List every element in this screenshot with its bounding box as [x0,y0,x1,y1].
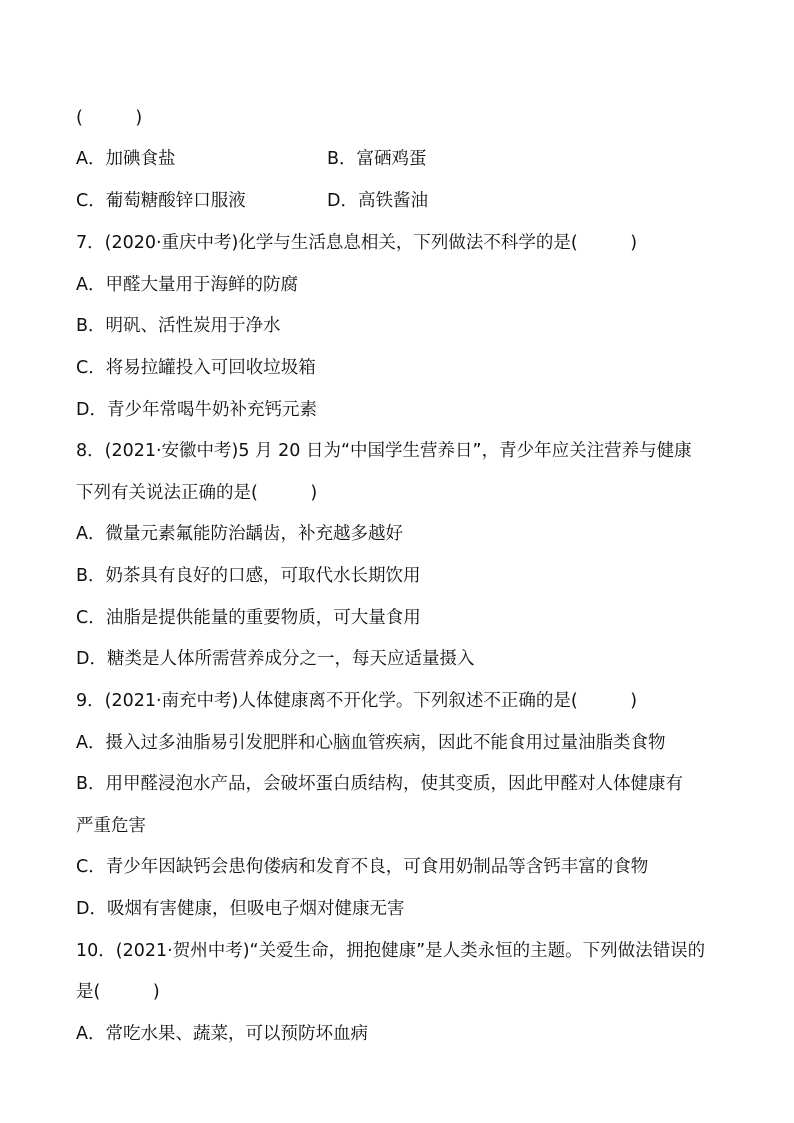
answer-blank: ( ) [76,108,143,128]
q7-option-b: B．明矾、活性炭用于净水 [76,316,281,336]
q8-option-b: B．奶茶具有良好的口感，可取代水长期饮用 [76,566,421,586]
question-9: 9．(2021·南充中考)人体健康离不开化学。下列叙述不正确的是( ) [76,691,638,711]
q8-option-a: A．微量元素氟能防治龋齿，补充越多越好 [76,524,403,544]
q9-option-c: C．青少年因缺钙会患佝偻病和发育不良，可食用奶制品等含钙丰富的食物 [76,857,649,877]
q7-option-a: A．甲醛大量用于海鲜的防腐 [76,275,298,295]
q7-option-d: D．青少年常喝牛奶补充钙元素 [76,400,317,420]
question-8-continued: 下列有关说法正确的是( ) [76,483,318,503]
q10-option-a: A．常吃水果、蔬菜，可以预防坏血病 [76,1024,368,1044]
option-a: A．加碘食盐 [76,149,176,169]
q9-option-a: A．摄入过多油脂易引发肥胖和心脑血管疾病，因此不能食用过量油脂类食物 [76,733,666,753]
q9-option-d: D．吸烟有害健康，但吸电子烟对健康无害 [76,899,405,919]
option-d: D．高铁酱油 [327,191,428,211]
q7-option-c: C．将易拉罐投入可回收垃圾箱 [76,358,316,378]
option-c: C．葡萄糖酸锌口服液 [76,191,246,211]
question-7: 7．(2020·重庆中考)化学与生活息息相关，下列做法不科学的是( ) [76,233,638,253]
q9-option-b-continued: 严重危害 [76,816,146,836]
q8-option-c: C．油脂是提供能量的重要物质，可大量食用 [76,608,421,628]
question-8: 8．(2021·安徽中考)5 月 20 日为“中国学生营养日”，青少年应关注营养与健康 [76,441,692,461]
q9-option-b: B．用甲醛浸泡水产品，会破坏蛋白质结构，使其变质，因此甲醛对人体健康有 [76,774,684,794]
option-b: B．富硒鸡蛋 [327,149,427,169]
question-10: 10．(2021·贺州中考)“关爱生命，拥抱健康”是人类永恒的主题。下列做法错误的 [76,941,706,961]
q8-option-d: D．糖类是人体所需营养成分之一，每天应适量摄入 [76,649,475,669]
question-10-continued: 是( ) [76,982,160,1002]
